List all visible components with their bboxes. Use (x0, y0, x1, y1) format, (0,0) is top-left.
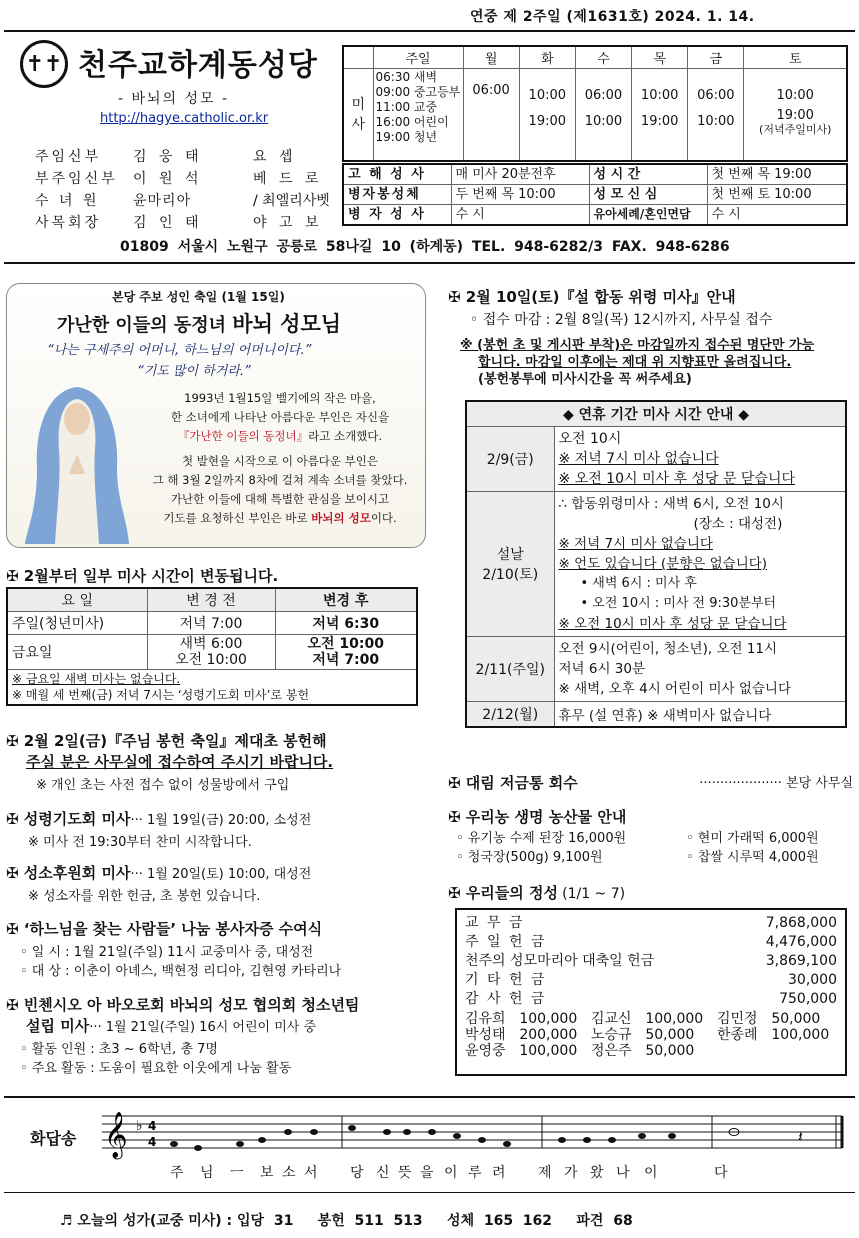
section-title: 우리들의 정성 (465, 884, 558, 902)
section-advent-bank (448, 772, 853, 793)
sacrament-info-table (342, 163, 848, 226)
psalm-label: 화답송 (30, 1129, 77, 1148)
homepage-link[interactable]: http://hagye.catholic.or.kr (100, 111, 269, 126)
cross-bullet-icon: ✠ (6, 864, 24, 882)
staff-baptism: 야 고 보 (253, 215, 323, 231)
holiday-line: ※ 오전 10시 미사 후 성당 문 닫습니다 (558, 616, 787, 632)
sunday-time: 09:00 중고등부 (375, 85, 461, 99)
day-header: 수 (575, 46, 631, 69)
psalm-score-image (102, 1108, 847, 1168)
section-title: 우리농 생명 농산물 안내 (465, 808, 627, 826)
section-detail: ◦ 일 시 : 1월 21일(주일) 11시 교중미사 중, 대성전 (20, 945, 314, 960)
section-detail: ◦ 대 상 : 이춘이 아녜스, 백현정 리디아, 김현영 카타리나 (20, 964, 342, 979)
thursday-time: 19:00 (640, 114, 679, 129)
offering-label: 교 무 금 (465, 915, 525, 931)
mass-change-table (6, 587, 418, 706)
promo-line-highlight: 바뇌의 성모 (311, 511, 371, 525)
staff-list (35, 146, 330, 234)
section-detail: ··· 1월 19일(금) 20:00, 소성전 (130, 813, 312, 828)
tuesday-time: 19:00 (528, 114, 567, 129)
holiday-line: ※ 저녁 7시 미사 없습니다 (558, 536, 713, 552)
staff-role: 주임신부 (35, 149, 102, 165)
saturday-note: (저녁주일미사) (759, 123, 832, 136)
table-cell: 오전 10:00 (307, 636, 384, 652)
divider (4, 1192, 855, 1193)
staff-baptism: / 최엘리사벳 (253, 193, 330, 209)
info-value: 두 번째 목 10:00 (451, 185, 589, 205)
section-note: ※ 미사 전 19:30부터 찬미 시작합니다. (28, 835, 252, 850)
product-item: ◦ 찹쌀 시루떡 4,000원 (686, 850, 819, 865)
section-title: 성령기도회 미사 (23, 810, 131, 828)
lyric-syllable: 주 (170, 1165, 184, 1181)
info-label: 병자봉성체 (343, 185, 451, 205)
donor-name: 김민정 (716, 1011, 758, 1027)
donor-amount: 50,000 (645, 1027, 695, 1043)
lyric-syllable: 이 (444, 1165, 458, 1181)
cross-bullet-icon: ✠ (6, 996, 24, 1014)
cross-bullet-icon: ✠ (448, 884, 466, 902)
cross-bullet-icon: ✠ (6, 810, 24, 828)
promo-quote: “나는 구세주의 어머니, 하느님의 어머니이다.” (47, 343, 312, 358)
product-item: ◦ 청국장(500g) 9,100원 (456, 850, 603, 865)
donor-name: 김교신 (590, 1011, 632, 1027)
lyric-syllable: 서 (304, 1165, 318, 1181)
holiday-line: ※ 언도 있습니다 (분향은 없습니다) (558, 556, 768, 572)
holiday-line: 휴무 (설 연휴) ※ 새벽미사 없습니다 (554, 702, 846, 728)
psalm-lyrics (170, 1162, 790, 1182)
donor-amount: 50,000 (771, 1011, 821, 1027)
lyric-syllable: 이 (644, 1165, 658, 1181)
lyric-syllable: 님 (200, 1165, 214, 1181)
wednesday-time: 06:00 (584, 88, 623, 103)
info-label: 고 해 성 사 (343, 164, 451, 185)
holiday-date: 2/11(주일) (466, 637, 554, 702)
section-detail: ··· 1월 21일(주일) 16시 어린이 미사 중 (89, 1020, 317, 1035)
lyric-syllable: 려 (492, 1165, 506, 1181)
table-note: ※ 매월 세 번째(금) 저녁 7시는 ‘성령기도회 미사’로 봉헌 (12, 688, 310, 702)
donor-amount: 200,000 (519, 1027, 578, 1043)
tuesday-time: 10:00 (528, 88, 567, 103)
lyric-syllable: 루 (468, 1165, 482, 1181)
cross-bullet-icon: ✠ (448, 288, 466, 306)
section-detail: ◦ 주요 활동 : 도움이 필요한 이웃에게 나눔 활동 (20, 1061, 292, 1076)
lyric-syllable: 을 (420, 1165, 434, 1181)
info-label: 유아세례/혼인면담 (589, 205, 707, 226)
donor-amount: 100,000 (519, 1011, 578, 1027)
section-title: 2월부터 일부 미사 시간이 변동됩니다. (23, 567, 279, 585)
table-cell: 저녁 6:30 (275, 612, 417, 635)
promo-line-highlight: 『가난한 이들의 동정녀』 (177, 429, 309, 443)
section-candlemas (6, 730, 426, 793)
donor-name: 정은주 (590, 1043, 632, 1059)
section-detail: ◦ 접수 마감 : 2월 8일(목) 12시까지, 사무실 접수 (470, 312, 773, 328)
offering-amount: 30,000 (788, 972, 837, 988)
day-header: 금 (688, 46, 744, 69)
day-header: 토 (744, 46, 847, 69)
section-vocation-mass (6, 862, 426, 904)
section-volunteer-award (6, 918, 426, 979)
holiday-line: ※ 오전 10시 미사 후 성당 문 닫습니다 (558, 471, 796, 487)
promo-title (57, 308, 341, 338)
day-header: 화 (519, 46, 575, 69)
friday-time: 10:00 (697, 114, 735, 129)
holiday-line: 오전 10시 (558, 431, 622, 447)
promo-title-b: 바뇌 성모님 (232, 312, 342, 336)
patron-subtitle: - 바뇌의 성모 - (118, 91, 230, 107)
product-item: ◦ 현미 가래떡 6,000원 (686, 831, 819, 846)
cross-bullet-icon: ✠ (6, 567, 24, 585)
promo-line: 이다. (370, 511, 397, 525)
staff-role: 부주임신부 (35, 171, 118, 187)
offerings-box (455, 908, 847, 1076)
section-detail: ··· 1월 20일(토) 10:00, 대성전 (130, 867, 312, 882)
table-cell: 오전 10:00 (175, 652, 247, 668)
section-title: 주실 분은 사무실에 접수하여 주시기 바랍니다. (26, 753, 334, 771)
section-title: 성소후원회 미사 (23, 864, 131, 882)
donor-name: 김유희 (465, 1011, 506, 1027)
holiday-date: 2/12(월) (466, 702, 554, 728)
section-title: 빈첸시오 아 바오로회 바뇌의 성모 협의회 청소년팀 (23, 996, 360, 1014)
staff-name: 김 인 태 (133, 215, 203, 231)
table-header: 요 일 (7, 588, 147, 612)
promo-top: 본당 주보 성인 축일 (1월 15일) (112, 290, 285, 304)
sunday-time: 19:00 청년 (375, 130, 438, 144)
church-name: 천주교하계동성당 (78, 48, 318, 83)
svg-text:♭: ♭ (136, 1118, 143, 1134)
svg-text:𝄞: 𝄞 (104, 1112, 128, 1158)
info-value: 수 시 (451, 205, 589, 226)
lyric-syllable: 왔 (590, 1165, 604, 1181)
divider (4, 30, 855, 32)
lyric-syllable: ㅡ (230, 1165, 244, 1181)
lyric-syllable: 신 (376, 1165, 390, 1181)
staff-name: 김 웅 태 (133, 149, 203, 165)
section-mass-change (6, 565, 278, 586)
holiday-date: 2/9(금) (466, 427, 554, 492)
section-title: 대림 저금통 회수 (465, 774, 578, 792)
holiday-line: (장소 : 대성전) (693, 516, 783, 532)
table-cell: 금요일 (7, 635, 147, 670)
table-cell: 주일(청년미사) (7, 612, 147, 635)
lyric-syllable: 보 (260, 1165, 274, 1181)
table-cell: 새벽 6:00 (179, 636, 243, 652)
offering-label: 기 타 헌 금 (465, 972, 547, 988)
section-offerings (448, 882, 625, 903)
product-item: ◦ 유기농 수제 된장 16,000원 (456, 831, 627, 846)
lyric-syllable: 제 (538, 1165, 552, 1181)
thursday-time: 10:00 (640, 88, 679, 103)
staff-baptism: 요 셉 (253, 149, 297, 165)
offering-amount: 7,868,000 (765, 915, 837, 931)
svg-text:4: 4 (148, 1135, 157, 1149)
section-title: 2월 10일(토)『설 합동 위령 미사』안내 (465, 288, 736, 306)
saturday-time: 19:00 (776, 108, 814, 123)
divider (4, 262, 855, 264)
info-value: 첫 번째 토 10:00 (707, 185, 847, 205)
info-value: 수 시 (707, 205, 847, 226)
section-note: ※ (봉헌 초 및 게시판 부착)은 마감일까지 접수된 명단만 가능 (460, 338, 815, 353)
promo-text (135, 389, 425, 528)
saturday-time: 10:00 (776, 88, 814, 103)
holiday-line: • 새벽 6시 : 미사 후 (580, 576, 697, 591)
section-farm-products (448, 806, 853, 867)
staff-name: 윤마리아 (133, 193, 192, 209)
lyric-syllable: 가 (564, 1165, 578, 1181)
info-value: 매 미사 20분전후 (451, 164, 589, 185)
table-header: 변경 후 (275, 588, 417, 612)
section-detail: ···················· 본당 사무실 (699, 776, 853, 791)
staff-role: 수 녀 원 (35, 193, 100, 209)
section-title: 설립 미사 (26, 1017, 90, 1035)
cross-bullet-icon: ✠ (448, 808, 466, 826)
donor-list (465, 1011, 837, 1059)
wednesday-time: 10:00 (584, 114, 623, 129)
lyric-syllable: 나 (616, 1165, 630, 1181)
section-title: 2월 2일(금)『주님 봉헌 축일』제대초 봉헌해 (23, 732, 327, 750)
donor-amount: 100,000 (645, 1011, 704, 1027)
sunday-time: 16:00 어린이 (375, 115, 449, 129)
donor-name: 박성태 (465, 1027, 506, 1043)
donor-amount: 100,000 (771, 1027, 830, 1043)
section-note: ※ 개인 초는 사전 접수 없이 성물방에서 구입 (36, 778, 290, 793)
hymn-numbers: ♬ 오늘의 성가(교중 미사) : 입당 31 봉헌 511 513 성체 165 162 파견 68 (60, 1213, 633, 1229)
offering-amount: 4,476,000 (765, 934, 837, 950)
holiday-line: 저녁 6시 30분 (558, 661, 646, 677)
saint-feast-box (6, 283, 426, 548)
donor-amount: 100,000 (519, 1043, 578, 1059)
day-header: 주일 (373, 46, 463, 69)
cross-bullet-icon: ✠ (6, 920, 24, 938)
friday-time: 06:00 (697, 88, 735, 103)
cross-bullet-icon: ✠ (6, 732, 24, 750)
promo-title-a: 가난한 이들의 동정녀 (57, 315, 233, 336)
section-lunar-new-year-mass (448, 286, 853, 388)
staff-role: 사목회장 (35, 215, 102, 231)
holiday-line: ※ 새벽, 오후 4시 어린이 미사 없습니다 (558, 681, 792, 697)
offering-label: 감 사 헌 금 (465, 991, 547, 1007)
section-title: ‘하느님을 찾는 사람들’ 나눔 봉사자증 수여식 (23, 920, 323, 938)
info-value: 첫 번째 목 19:00 (707, 164, 847, 185)
mass-row-label: 미사 (343, 69, 373, 161)
promo-line: 라고 소개했다. (308, 429, 383, 443)
table-note: ※ 금요일 새벽 미사는 없습니다. (12, 672, 181, 686)
section-detail: ◦ 활동 인원 : 초3 ~ 6학년, 총 7명 (20, 1042, 218, 1057)
section-note: 합니다. 마감일 이후에는 제대 위 지향표만 올려집니다. (478, 355, 792, 370)
promo-line: 1993년 1월15일 벨기에의 작은 마을, (184, 391, 376, 405)
sunday-time: 11:00 교중 (375, 100, 438, 114)
info-label: 성 시 간 (589, 164, 707, 185)
day-header: 월 (463, 46, 519, 69)
donor-name: 윤영중 (465, 1043, 506, 1059)
virgin-mary-image (17, 379, 137, 544)
staff-baptism: 베 드 로 (253, 171, 323, 187)
table-header: 변 경 전 (147, 588, 275, 612)
sunday-time: 06:30 새벽 (375, 70, 438, 84)
church-logo-icon: ✝✝ (20, 40, 68, 88)
info-label: 병 자 성 사 (343, 205, 451, 226)
lyric-syllable: 뜻 (398, 1165, 412, 1181)
staff-name: 이 원 석 (133, 171, 203, 187)
svg-text:4: 4 (148, 1119, 157, 1133)
promo-line: 가난한 이들에 대해 특별한 관심을 보이시고 (170, 492, 390, 506)
offering-amount: 750,000 (779, 991, 837, 1007)
lyric-syllable: 다 (714, 1165, 728, 1181)
promo-line: 한 소녀에게 나타난 아름다운 부인은 자신을 (170, 410, 390, 424)
holiday-date: 설날 2/10(토) (466, 492, 554, 637)
promo-quote: “기도 많이 하거라.” (137, 364, 251, 379)
day-header: 목 (632, 46, 688, 69)
section-note: (봉헌봉투에 미사시간을 꼭 써주세요) (478, 372, 692, 387)
table-title: ◆ 연휴 기간 미사 시간 안내 ◆ (466, 401, 846, 427)
offering-label: 천주의 성모마리아 대축일 헌금 (465, 953, 655, 969)
holiday-line: ∴ 합동위령미사 : 새벽 6시, 오전 10시 (558, 496, 784, 512)
donor-amount: 50,000 (645, 1043, 695, 1059)
svg-text:𝄽: 𝄽 (798, 1127, 803, 1146)
table-cell: 저녁 7:00 (147, 612, 275, 635)
table-cell: 저녁 7:00 (312, 652, 380, 668)
divider (4, 1096, 855, 1098)
promo-line: 기도를 요청하신 부인은 바로 (163, 511, 312, 525)
offering-amount: 3,869,100 (765, 953, 837, 969)
holiday-line: • 오전 10시 : 미사 전 9:30분부터 (580, 596, 777, 611)
info-label: 성 모 신 심 (589, 185, 707, 205)
promo-line: 그 해 3월 2일까지 8차에 걸쳐 계속 소녀를 찾았다. (152, 473, 408, 487)
lyric-syllable: 소 (282, 1165, 296, 1181)
donor-name: 한종례 (716, 1027, 758, 1043)
promo-line: 첫 발현을 시작으로 이 아름다운 부인은 (181, 454, 379, 468)
holiday-line: ※ 저녁 7시 미사 없습니다 (558, 451, 719, 467)
section-charismatic-mass (6, 808, 426, 850)
church-address: 01809 서울시 노원구 공릉로 58나길 10 (하계동) TEL. 948-6282/3 FAX. 948-6286 (120, 239, 730, 255)
section-note: ※ 성소자를 위한 헌금, 초 봉헌 있습니다. (28, 889, 261, 904)
holiday-line: 오전 9시(어린이, 청소년), 오전 11시 (558, 641, 778, 657)
monday-time: 06:00 (472, 83, 510, 98)
lyric-syllable: 당 (350, 1165, 364, 1181)
offering-label: 주 일 헌 금 (465, 934, 547, 950)
issue-info: 연중 제 2주일 (제1631호) 2024. 1. 14. (470, 9, 755, 25)
section-vincent-youth (6, 994, 426, 1076)
mass-schedule-table (342, 45, 848, 162)
holiday-mass-table (465, 400, 847, 728)
section-detail: (1/1 ~ 7) (562, 886, 626, 902)
donor-name: 노승규 (590, 1027, 632, 1043)
cross-bullet-icon: ✠ (448, 774, 466, 792)
